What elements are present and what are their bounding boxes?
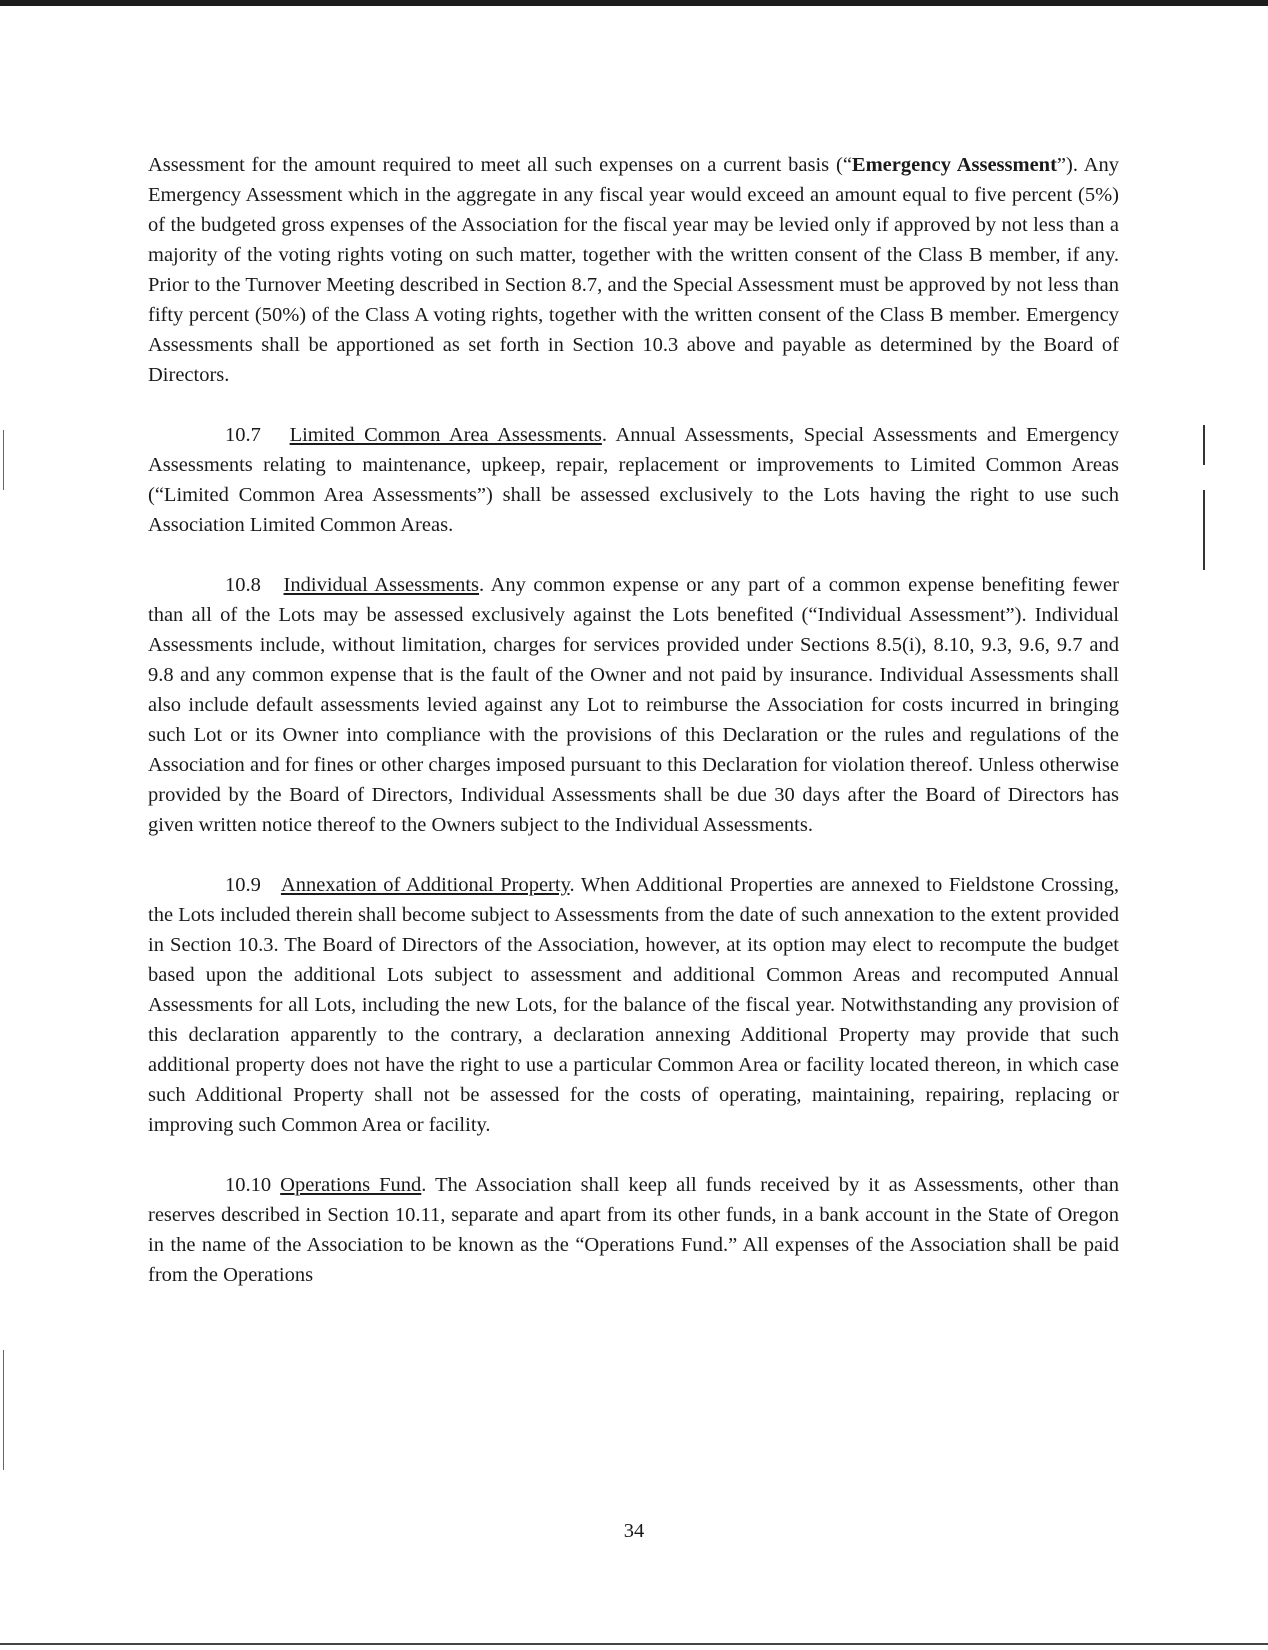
scan-margin-mark [3,1350,4,1470]
scan-margin-mark [1203,425,1205,465]
section-heading: Individual Assessments [283,574,480,596]
section-10-8 [148,570,1119,840]
scan-margin-mark [1203,490,1205,570]
section-body: . The Association shall keep all funds received by it as Assessments, other than reserves described in Section 10.11, separate and apart from its other funds, in a bank account in the State of Oregon in the name of the Association to be known as the “Operations Fund.” All expenses of the Association shall be paid from the Operations [148,1174,1120,1286]
section-10-10 [148,1170,1119,1290]
page-number: 34 [623,1520,645,1542]
section-number: 10.8 [225,574,261,596]
intro-text: Assessment for the amount required to meet all such expenses on a current basis (“ [148,154,852,176]
scan-margin-mark [3,430,4,490]
section-number: 10.10 [225,1174,272,1196]
section-number: 10.9 [225,874,261,896]
section-10-7 [148,420,1119,540]
emergency-assessment-term: Emergency Assessment [851,154,1057,176]
document-page [148,150,1119,1290]
scan-bottom-edge [0,1643,1268,1645]
section-body: . Any common expense or any part of a common expense benefiting fewer than all of the Lots may be assessed exclusively against the Lots benefited (“Individual Assessment”). Individual Assessments include, without limitation, charges for services provided under Sections 8.5(i), 8.10, 9.3, 9.6, 9.7 and 9.8 and any common expense that is the fault of the Owner and not paid by insurance. Individual Assessments shall also include default assessments levied against any Lot to reimburse the Association for costs incurred in bringing such Lot or its Owner into compliance with the provisions of this Declaration or the rules and regulations of the Association and for fines or other charges imposed pursuant to this Declaration for violation thereof. Unless otherwise provided by the Board of Directors, Individual Assessments shall be due 30 days after the Board of Directors has given written notice thereof to the Owners subject to the Individual Assessments. [148,574,1119,836]
emergency-assessment-paragraph [148,150,1119,390]
section-body: . Annual Assessments, Special Assessments and Emergency Assessments relating to maintenance, upkeep, repair, replacement or improvements to Limited Common Areas (“Limited Common Area Assessments”) shall be assessed exclusively to the Lots having the right to use such Association Limited Common Areas. [148,424,1119,536]
section-heading: Annexation of Additional Property [280,874,570,896]
scan-top-edge [0,0,1268,6]
section-heading: Operations Fund [280,1174,422,1196]
section-10-9 [148,870,1119,1140]
section-body: . When Additional Properties are annexed to Fieldstone Crossing, the Lots included therein shall become subject to Assessments from the date of such annexation to the extent provided in Section 10.3. The Board of Directors of the Association, however, at its option may elect to recompute the budget based upon the additional Lots subject to assessment and additional Common Areas and recomputed Annual Assessments for all Lots, including the new Lots, for the balance of the fiscal year. Notwithstanding any provision of this declaration apparently to the contrary, a declaration annexing Additional Property may provide that such additional property does not have the right to use a particular Common Area or facility located thereon, in which case such Additional Property shall not be assessed for the costs of operating, maintaining, repairing, replacing or improving such Common Area or facility. [148,874,1120,1136]
section-heading: Limited Common Area Assessments [289,424,602,446]
section-number: 10.7 [225,424,261,446]
intro-text-continued: ”). Any Emergency Assessment which in the aggregate in any fiscal year would exceed an amount equal to five percent (5%) of the budgeted gross expenses of the Association for the fiscal year may be levied only if approved by not less than a majority of the voting rights voting on such matter, together with the written consent of the Class B member, if any. Prior to the Turnover Meeting described in Section 8.7, and the Special Assessment must be approved by not less than fifty percent (50%) of the Class A voting rights, together with the written consent of the Class B member. Emergency Assessments shall be apportioned as set forth in Section 10.3 above and payable as determined by the Board of Directors. [148,154,1119,386]
